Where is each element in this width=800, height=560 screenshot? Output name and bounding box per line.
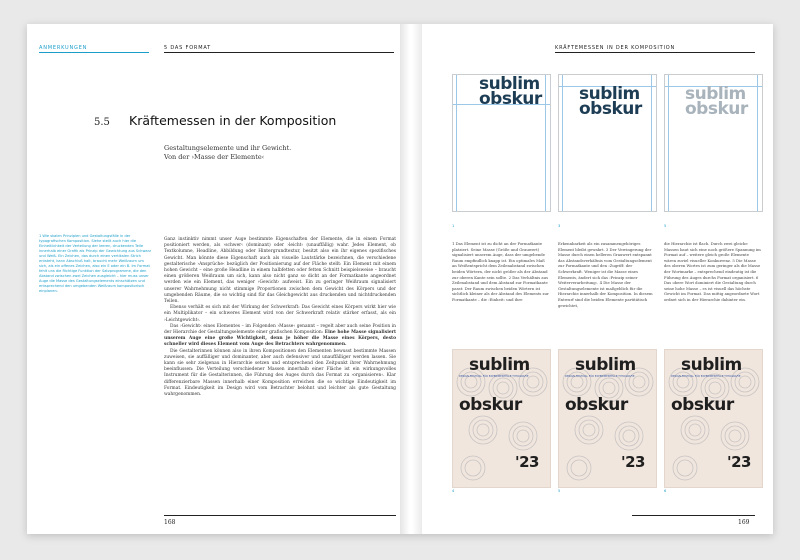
paragraph: [164, 324, 396, 349]
wordmark-line: obskur: [479, 89, 542, 109]
figure-number: 3: [558, 224, 561, 228]
poster-subline: DESIGN-FESTIVAL FÜR EXPERIMENTELLE TYPOGRAFIE: [459, 375, 529, 378]
poster-word: sublim: [469, 355, 530, 375]
paragraph-lead: Das ›Gewicht‹ eines Elementes – im Folgenden ›Masse‹ genannt – regelt aber auch seine Position in der Hierarchie der Gestaltungselemente einer grafischen Komposition:: [164, 323, 396, 336]
poster-subline: DESIGN-FESTIVAL FÜR EXPERIMENTELLE TYPOGRAFIE: [671, 375, 741, 378]
wordmark: [579, 84, 642, 119]
footer-rule: [164, 515, 396, 516]
header-rule: [555, 52, 755, 53]
wordmark-line: sublim: [579, 84, 640, 104]
figure-number: 5: [558, 489, 561, 493]
poster-word: obskur: [459, 395, 522, 415]
layout-guide: [545, 75, 546, 211]
poster-year: '23: [515, 453, 539, 471]
book-spread: [27, 24, 773, 534]
wordmark-line: sublim: [479, 74, 540, 94]
right-page: [410, 24, 773, 534]
poster-year: '23: [727, 453, 751, 471]
wordmark: [685, 84, 748, 119]
section-subtitle: [164, 144, 291, 162]
running-head-chapter: 5 DAS FORMAT: [164, 45, 212, 51]
paragraph: Ganz instinktiv nimmt unser Auge bestimmte Eigenschaften der Elemente, die in einem Format positioniert werden, als ›schwer‹ (dominant) oder ›leicht‹ (unauffällig) wahr. Jedes Element, ob Textkolumne, Headline, Abbildung oder Hintergrundtextur, besitzt also ein ihr eigenes spezifisches Gewicht. Man könnte diese Eigenschaft auch als visuelle Lautstärke bezeichnen, die verschiedene gestalterische ›Ansprüche‹ bezüglich der Positionierung auf der Fläche stellt: Ein Element mit einem hohen Gewicht – eine große Headline in einem halbfetten oder fetten Schnitt beispielsweise – braucht einen größeren Weißraum um sich, kann also nicht ganz so dicht an der Formatkante angeordnet werden wie ein Element, das weniger ›Gewicht‹ aufweist. Ein zu geringer Weißraum signalisiert unserer Wahrnehmung nicht stimmige Proportionen zwischen dem Gewicht des Körpers und der umgebenden Räume, die so wichtig sind für das Gleichgewicht aus druckenden und nichtdruckenden Teilen.: [164, 237, 396, 305]
header-rule: [39, 52, 149, 53]
layout-guide: [757, 75, 758, 211]
caption-column: die Hierarchie ist flach. Durch zwei gleiche Massen baut sich eine noch größere Spannung im Format auf – weitere gleich große Elemente wären zuviel visueller Konkurrenz. 5 Die Masse des oberen Wortes ist zum geringer als die Masse der Wortmarke – entsprechend eindeutig ist die Führung des Auges durchs Format organisiert. 6 Das obere Wort dominiert die Gestaltung durch seine hohe Masse – es ist visuell das höchste Gewicht im Format. Das mittig angeordnete Wort ordnet sich in der Hierarchie dahinter ein.: [664, 241, 761, 302]
page-number: 169: [738, 519, 750, 526]
running-head-section: KRÄFTEMESSEN IN DER KOMPOSITION: [555, 45, 676, 51]
example-frame-3: [664, 74, 763, 212]
poster-word: sublim: [681, 355, 742, 375]
footer-rule: [632, 515, 755, 516]
layout-guide: [562, 75, 563, 211]
layout-guide: [456, 75, 457, 211]
example-frame-1: [452, 74, 551, 212]
poster-word: obskur: [671, 395, 734, 415]
example-frame-2: [558, 74, 657, 212]
paragraph: Ebenso verhält es sich mit der Wirkung der Schwerkraft: Das Gewicht eines Körpers wirkt hier wie ein Multiplikator – ein schweres Element wird von der Schwerkraft relativ stärker erfasst, als ein ›Leichtgewicht‹.: [164, 305, 396, 323]
left-page: [27, 24, 410, 534]
poster-example: [558, 349, 657, 488]
figure-number: 6: [664, 489, 667, 493]
section-title: Kräftemessen in der Komposition: [129, 113, 337, 128]
page-number: 168: [164, 519, 176, 526]
margin-note: 1 Wie skalen Prinzipien und Gestaltungsfälle in der typografischen Komposition. Siehe stellt auch hier die Einheitlichkeit der Verteilung der leeren, druckenden Teile innerhalb einer Grafik als Prinzip der Gewichtung aus Schwarz und Weiß. Ein Zeichen, das durch einen vertikalen Strich entsteht, kann Abschluß halt, braucht mehr Weißraum um sich, als ein offenes Zeichen, also ein E oder ein B. Im Format fehlt uns die Richtige Funktion der Satzprogramme, die den Abstand zwischen zwei Zeichen ausgleicht – hier muss unser Auge die Masse des Gestaltungselements einschätzen und entsprechend den umgebenden Weißraum kompositorisch einplanen.: [39, 234, 151, 293]
layout-guide: [651, 75, 652, 211]
poster-example: [452, 349, 551, 488]
poster-year: '23: [621, 453, 645, 471]
caption-column: 1 Das Element ist zu dicht an der Formatkante platziert. Seine Masse (Größe und Grauwert) signalisiert unserem Auge, dass der umgebende Raum empfindlich knapp ist. Ein optimales Maß an Weißentspricht dem Zeilenabstand zwischen beiden Wörtern, der nicht größer als der Abstand zur oberen Kante sein sollte. 2 Das Verhältnis aus Zeilenabstand und dem Abstand zur Formatkante passt: Der Raum zwischen beiden Wörtern ist sichtlich kleiner als der Abstand des Elements zur Formatkante – die ›Einheit‹ und ihre: [452, 241, 549, 302]
figure-number: 4: [452, 489, 455, 493]
poster-example: [664, 349, 763, 488]
figure-number: 1: [452, 224, 455, 228]
poster-word: sublim: [575, 355, 636, 375]
subtitle-line: Von der ›Masse der Elemente‹: [164, 153, 265, 161]
paragraph-emphasis: Eine hohe Masse signalisiert unserem Auge eine große Wichtigkeit, denn je höher die Masse eines Körpers, desto schneller wird dieses Element vom Auge des Betrachters wahrgenommen.: [164, 330, 396, 348]
subtitle-line: Gestaltungselemente und ihr Gewicht.: [164, 144, 292, 152]
wordmark-line: obskur: [579, 99, 642, 119]
body-text: [164, 237, 396, 398]
wordmark-line: obskur: [685, 99, 748, 119]
section-number: 5.5: [94, 117, 110, 128]
poster-word: obskur: [565, 395, 628, 415]
figure-number: 5: [664, 224, 667, 228]
running-head-notes: ANMERKUNGEN: [39, 45, 88, 51]
header-rule: [164, 52, 394, 53]
paragraph: Die Gestalterinnen können also in ihren Kompositionen den Elementen bewusst bestimmte Massen zuweisen, sie auffälliger und dominanter, aber auch defensiver und unauffälliger werden lassen. Sie kann sie sehr zielgenau in Hierarchie setzen und entsprechend den Zeitpunkt ihrer Wahrnehmung beeinflussen: Die Verteilung verschiedener Massen innerhalb einer Fläche ist ein wirkungsvolles Instrument für die Gestalterinnen, die Führung des Auges durch das Format zu ›organisieren‹. Klar differenzierbare Massen innerhalb einer Komposition erreichen die so wichtige Eindeutigkeit im Format. Eindeutigkeit im Design wird vom Betrachter belohnt und leichter als gute Gestaltung wahrgenommen.: [164, 348, 396, 398]
poster-subline: DESIGN-FESTIVAL FÜR EXPERIMENTELLE TYPOGRAFIE: [565, 375, 635, 378]
wordmark-line: sublim: [685, 84, 746, 104]
wordmark: [479, 74, 542, 109]
layout-guide: [668, 75, 669, 211]
caption-column: Erkennbarkeit als ein zusammengehöriges Element bleibt gewahrt. 3 Der Verringerung der Masse durch einen helleren Grauwert entspannt das Abstandsverhältnis vom Gestaltungselement zur Formatkante und den ›Zugriff‹ der Schwerkraft. Weniger ist die Masse eines Elements, ändert sich das ›Prinzip seiner Weiterverarbeitung‹. 4 Die Masse der Gestaltungselemente ist maßgeblich für die Hierarchie innerhalb der Komposition. In diesem Entwurf sind die beiden Elemente partitätisch gewichtet,: [558, 241, 653, 308]
